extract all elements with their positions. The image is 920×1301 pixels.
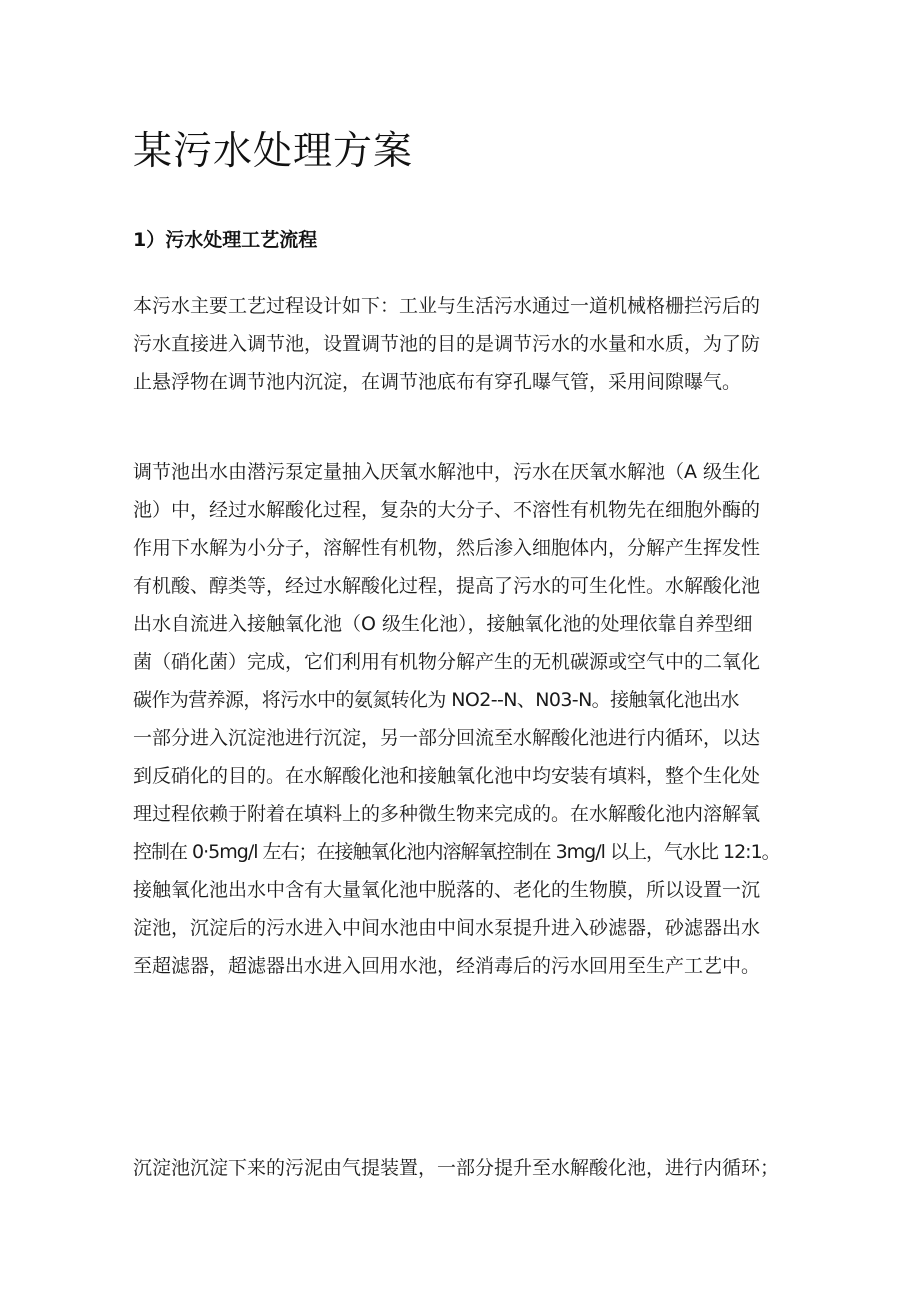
paragraph-line: 池）中，经过水解酸化过程，复杂的大分子、不溶性有机物先在细胞外酶的 [133,499,761,521]
paragraph-sludge [133,1149,813,1187]
paragraph-line: 控制在 0·5mg/l 左右；在接触氧化池内溶解氧控制在 3mg/l 以上，气水比 12:1。 [133,841,780,863]
paragraph-line: 至超滤器，超滤器出水进入回用水池，经消毒后的污水回用至生产工艺中。 [133,955,761,977]
paragraph-line: 淀池，沉淀后的污水进入中间水池由中间水泵提升进入砂滤器，砂滤器出水 [133,917,761,939]
paragraph-process [133,453,813,985]
paragraph-line: 止悬浮物在调节池内沉淀，在调节池底布有穿孔曝气管，采用间隙曝气。 [133,371,742,393]
paragraph-line: 有机酸、醇类等，经过水解酸化过程，提高了污水的可生化性。水解酸化池 [133,575,761,597]
paragraph-line: 碳作为营养源，将污水中的氨氮转化为 NO2--N、N03-N。接触氧化池出水 [133,689,739,711]
paragraph-intro [133,287,813,401]
paragraph-line: 到反硝化的目的。在水解酸化池和接触氧化池中均安装有填料，整个生化处 [133,765,761,787]
paragraph-line: 本污水主要工艺过程设计如下：工业与生活污水通过一道机械格栅拦污后的 [133,295,761,317]
paragraph-line: 出水自流进入接触氧化池（O 级生化池），接触氧化池的处理依靠自养型细 [133,613,753,635]
paragraph-line: 作用下水解为小分子，溶解性有机物，然后渗入细胞体内，分解产生挥发性 [133,537,761,559]
paragraph-line: 调节池出水由潜污泵定量抽入厌氧水解池中，污水在厌氧水解池（A 级生化 [133,461,761,483]
paragraph-line: 菌（硝化菌）完成，它们利用有机物分解产生的无机碳源或空气中的二氧化 [133,651,761,673]
paragraph-line: 污水直接进入调节池，设置调节池的目的是调节污水的水量和水质，为了防 [133,333,761,355]
paragraph-line: 接触氧化池出水中含有大量氧化池中脱落的、老化的生物膜，所以设置一沉 [133,879,761,901]
paragraph-line: 沉淀池沉淀下来的污泥由气提装置，一部分提升至水解酸化池，进行内循环； [133,1157,780,1179]
paragraph-line: 理过程依赖于附着在填料上的多种微生物来完成的。在水解酸化池内溶解氧 [133,803,761,825]
section-heading: 1）污水处理工艺流程 [133,229,318,251]
page-title: 某污水处理方案 [133,129,414,174]
paragraph-line: 一部分进入沉淀池进行沉淀，另一部分回流至水解酸化池进行内循环，以达 [133,727,761,749]
